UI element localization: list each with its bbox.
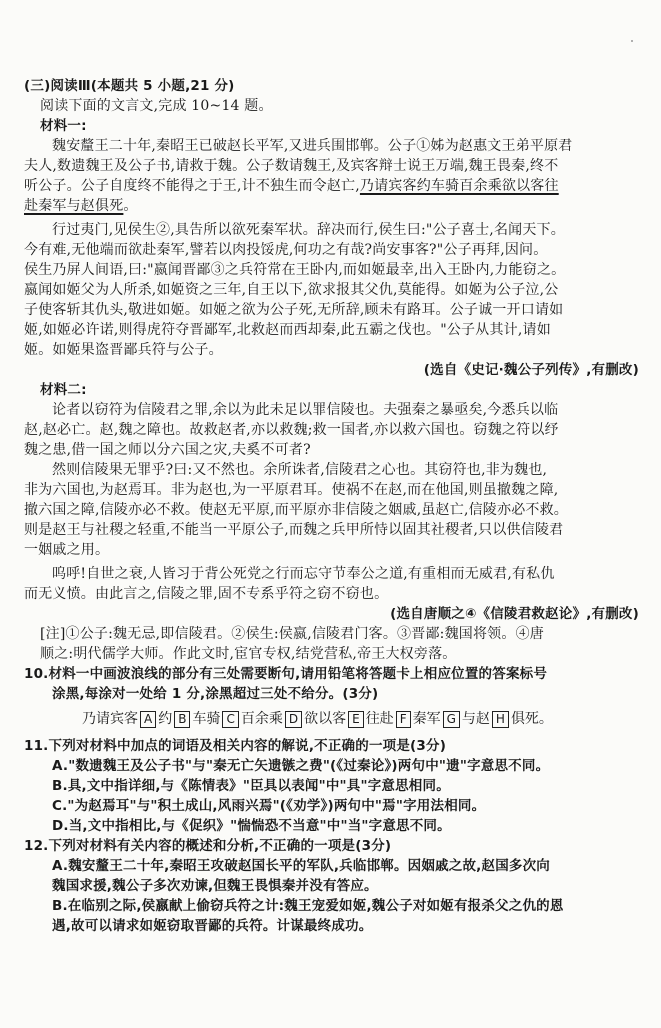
scan-speck	[631, 40, 633, 42]
question-stem: 10.材料一中画波浪线的部分有三处需要断句,请用铅笔将答题卡上相应位置的答案标号	[24, 666, 548, 682]
option-text: 乃请宾客	[82, 711, 138, 727]
choice-d: D.当,文中指相比,与《促织》"惴惴恐不当意"中"当"字意思不同。	[52, 818, 451, 834]
option-box-a[interactable]: A	[140, 711, 156, 728]
text-line: 嬴闻如姬父为人所杀,如姬资之三年,自王以下,欲求报其父仇,莫能得。如姬为公子泣,公	[24, 282, 559, 298]
instruction: 阅读下面的文言文,完成 10~14 题。	[40, 98, 273, 114]
plain-text: 。	[123, 198, 138, 214]
material1-paragraph1	[24, 136, 639, 216]
text-line: 则是赵王与社稷之轻重,不能当一平原公子,而魏之兵甲所恃以固其社稷者,只以供信陵君	[24, 522, 564, 538]
option-text: 欲以客	[304, 711, 347, 727]
question-stem: 12.下列对材料有关内容的概述和分析,不正确的一项是(3分)	[24, 838, 392, 854]
question-10	[24, 664, 639, 732]
option-text: 俱死。	[510, 711, 553, 727]
option-box-b[interactable]: B	[174, 711, 190, 728]
note-line: [注]①公子:魏无忌,即信陵君。②侯生:侯嬴,信陵君门客。③晋鄙:魏国将领。④唐	[40, 626, 544, 642]
text-line: 姬,如姬必许诺,则得虎符夺晋鄙军,北救赵而西却秦,此五霸之伐也。"公子从其计,请如	[24, 322, 551, 338]
material2-paragraph2	[24, 460, 639, 560]
text-line: 撤六国之障,信陵亦必不救。使赵无平原,而平原亦非信陵之姻戚,虽赵亡,信陵亦必不救。	[24, 502, 568, 518]
question-stem: 11.下列对材料中加点的词语及相关内容的解说,不正确的一项是(3分)	[24, 738, 447, 754]
note-line: 顺之:明代儒学大师。作此文时,宦官专权,结党营私,帝王大权旁落。	[40, 646, 457, 662]
text-line: 今有难,无他端而欲赴秦军,譬若以肉投馁虎,何功之有哉?尚安事客?"公子再拜,因问。	[24, 242, 548, 258]
option-text: 往赴	[365, 711, 394, 727]
option-text: 约	[158, 711, 173, 727]
choice-a-cont: 魏国求援,魏公子多次劝谏,但魏王畏惧秦并没有答应。	[52, 878, 378, 894]
choice-c: C."为赵焉耳"与"积土成山,风雨兴焉"(《劝学》)两句中"焉"字用法相同。	[52, 798, 486, 814]
choice-a: A."数遗魏王及公子书"与"秦无亡矢遗镞之费"(《过秦论》)两句中"遗"字意思不同。	[52, 758, 550, 774]
text-line: 夫人,数遗魏王及公子书,请救于魏。公子数请魏王,及宾客辩士说王万端,魏王畏秦,终不	[24, 158, 559, 174]
material1-paragraph2	[24, 220, 639, 360]
wavy-underlined-text: 赴秦军与赵俱死	[24, 198, 124, 214]
question-12	[24, 836, 639, 936]
option-box-h[interactable]: H	[492, 711, 509, 728]
option-text: 与赵	[461, 711, 490, 727]
material2-source: (选自唐顺之④《信陵君救赵论》,有删改)	[390, 606, 639, 622]
text-line: 呜呼!自世之衰,人皆习于背公死党之行而忘守节奉公之道,有重相而无威君,有私仇	[52, 566, 555, 582]
choice-b: B.具,文中指详细,与《陈情表》"臣具以表闻"中"具"字意思相同。	[52, 778, 450, 794]
section-header: (三)阅读Ⅲ(本题共 5 小题,21 分)	[24, 78, 235, 94]
text-line: 而无义愤。由此言之,信陵之罪,固不专系乎符之窃不窃也。	[24, 586, 389, 602]
option-text: 车骑	[192, 711, 221, 727]
question-11	[24, 736, 639, 836]
material2-paragraph3	[24, 564, 639, 604]
text-line: 姬。如姬果盗晋鄙兵符与公子。	[24, 342, 223, 358]
text-line-wavy	[24, 196, 639, 216]
option-box-f[interactable]: F	[396, 711, 411, 728]
question-stem: 涂黑,每涂对一处给 1 分,涂黑超过三处不给分。(3分)	[52, 686, 379, 702]
material2-label: 材料二:	[40, 382, 87, 398]
wavy-underlined-text: 乃请宾客约车骑百余乘欲以客往	[359, 178, 559, 194]
text-line: 一姻戚之用。	[24, 542, 110, 558]
text-line: 然则信陵果无罪乎?曰:又不然也。余所诛者,信陵君之心也。其窃符也,非为魏也,	[52, 462, 548, 478]
text-line-wavy	[24, 176, 639, 196]
text-line: 子使客斩其仇头,敬进如姬。如姬之欲为公子死,无所辞,顾未有路耳。公子诚一开口请如	[24, 302, 564, 318]
text-line: 魏之患,借一国之师以分六国之灾,夫奚不可者?	[24, 442, 311, 458]
choice-a: A.魏安釐王二十年,秦昭王攻破赵国长平的军队,兵临邯郸。因姻戚之故,赵国多次向	[52, 858, 551, 874]
text-line: 侯生乃屏人间语,曰:"嬴闻晋鄙③之兵符常在王卧内,而如姬最幸,出入王卧内,力能窃之。	[24, 262, 566, 278]
material1-label: 材料一:	[40, 118, 87, 134]
material2-paragraph1	[24, 400, 639, 460]
choice-b-cont: 遇,故可以请求如姬窃取晋鄙的兵符。计谋最终成功。	[52, 918, 373, 934]
plain-text: 听公子。公子自度终不能得之于王,计不独生而令赵亡,	[24, 178, 360, 194]
option-text: 百余乘	[240, 711, 283, 727]
option-text: 秦军	[412, 711, 441, 727]
answer-options	[24, 706, 639, 732]
choice-b: B.在临别之际,侯嬴献上偷窃兵符之计:魏王宠爱如姬,魏公子对如姬有报杀父之仇的恩	[52, 898, 564, 914]
text-line: 非为六国也,为赵焉耳。非为赵也,为一平原君耳。使祸不在赵,而在他国,则虽撤魏之障,	[24, 482, 559, 498]
option-box-d[interactable]: D	[285, 711, 302, 728]
notes	[24, 624, 639, 664]
option-box-c[interactable]: C	[222, 711, 238, 728]
option-box-g[interactable]: G	[443, 711, 460, 728]
option-box-e[interactable]: E	[348, 711, 364, 728]
text-line: 论者以窃符为信陵君之罪,余以为此未足以罪信陵也。夫强秦之暴亟矣,今悉兵以临	[52, 402, 559, 418]
material1-source: (选自《史记·魏公子列传》,有删改)	[423, 362, 639, 378]
text-line: 行过夷门,见侯生②,具告所以欲死秦军状。辞决而行,侯生曰:"公子喜士,名闻天下。	[52, 222, 565, 238]
text-line: 魏安釐王二十年,秦昭王已破赵长平军,又进兵围邯郸。公子①姊为赵惠文王弟平原君	[52, 138, 573, 154]
text-line: 赵,赵必亡。赵,魏之障也。故救赵者,亦以救魏;救一国者,亦以救六国也。窃魏之符以纾	[24, 422, 559, 438]
